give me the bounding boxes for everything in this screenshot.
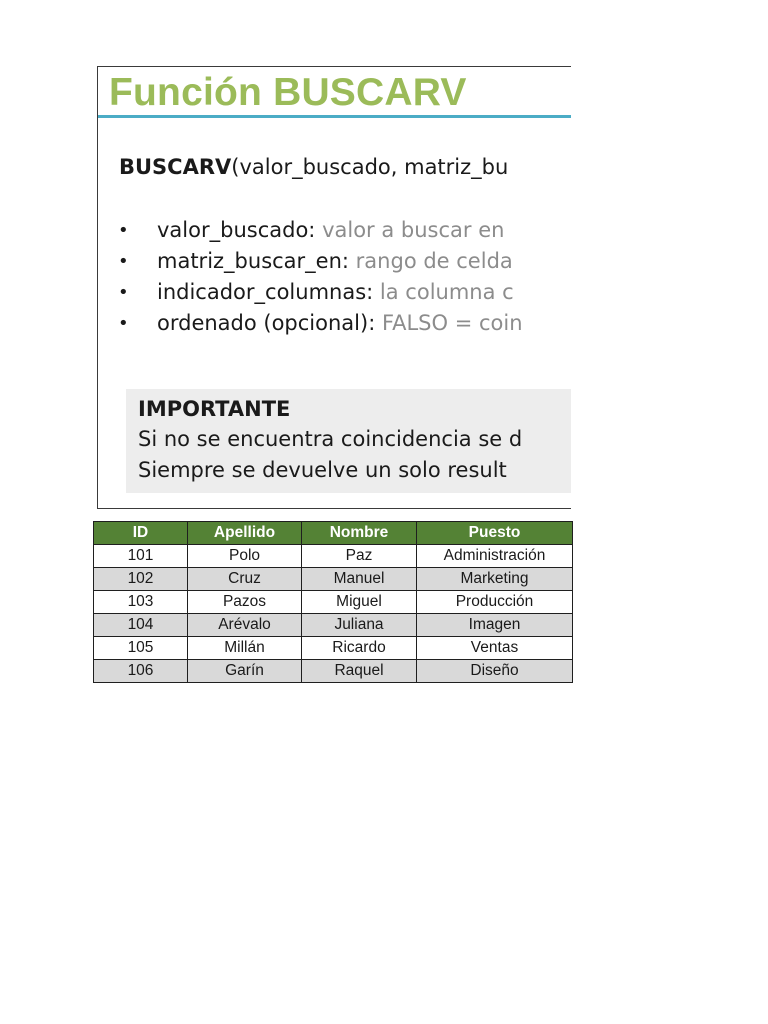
- table-row: [94, 568, 573, 591]
- cell-nombre[interactable]: Ricardo: [302, 637, 417, 660]
- cell-puesto[interactable]: Imagen: [417, 614, 573, 637]
- syntax-function-name: BUSCARV: [119, 155, 232, 179]
- cell-nombre[interactable]: Miguel: [302, 591, 417, 614]
- table-row: [94, 545, 573, 568]
- cell-id[interactable]: 102: [94, 568, 188, 591]
- cell-apellido[interactable]: Pazos: [188, 591, 302, 614]
- argument-item: [116, 277, 523, 308]
- cell-nombre[interactable]: Raquel: [302, 660, 417, 683]
- table-row: [94, 660, 573, 683]
- cell-puesto[interactable]: Administración: [417, 545, 573, 568]
- cell-apellido[interactable]: Garín: [188, 660, 302, 683]
- function-syntax: [119, 155, 508, 179]
- argument-item: [116, 308, 523, 339]
- cell-id[interactable]: 101: [94, 545, 188, 568]
- argument-name: indicador_columnas:: [157, 280, 374, 304]
- table-row: [94, 591, 573, 614]
- slide-title: Función BUSCARV: [109, 71, 467, 114]
- argument-description: FALSO = coin: [381, 311, 523, 335]
- cell-puesto[interactable]: Diseño: [417, 660, 573, 683]
- cell-apellido[interactable]: Cruz: [188, 568, 302, 591]
- bullet-icon: •: [118, 251, 129, 272]
- cell-id[interactable]: 103: [94, 591, 188, 614]
- cell-id[interactable]: 105: [94, 637, 188, 660]
- table-header-row: [94, 522, 573, 545]
- argument-name: valor_buscado:: [157, 218, 316, 242]
- syntax-arguments: (valor_buscado, matriz_bu: [231, 155, 509, 179]
- note-line: Si no se encuentra coincidencia se d: [138, 427, 523, 451]
- table-row: [94, 614, 573, 637]
- cell-apellido[interactable]: Polo: [188, 545, 302, 568]
- argument-description: la columna c: [379, 280, 514, 304]
- argument-description: valor a buscar en: [322, 218, 505, 242]
- argument-item: [116, 215, 523, 246]
- cell-nombre[interactable]: Manuel: [302, 568, 417, 591]
- cell-nombre[interactable]: Paz: [302, 545, 417, 568]
- cell-puesto[interactable]: Ventas: [417, 637, 573, 660]
- column-header-apellido: Apellido: [188, 522, 302, 545]
- note-line: Siempre se devuelve un solo result: [138, 458, 507, 482]
- cell-id[interactable]: 104: [94, 614, 188, 637]
- cell-puesto[interactable]: Marketing: [417, 568, 573, 591]
- cell-apellido[interactable]: Arévalo: [188, 614, 302, 637]
- title-divider: [98, 115, 571, 118]
- cell-id[interactable]: 106: [94, 660, 188, 683]
- argument-name: matriz_buscar_en:: [157, 249, 349, 273]
- cell-puesto[interactable]: Producción: [417, 591, 573, 614]
- cell-nombre[interactable]: Juliana: [302, 614, 417, 637]
- argument-item: [116, 246, 523, 277]
- column-header-nombre: Nombre: [302, 522, 417, 545]
- buscarv-slide-image: [97, 66, 571, 509]
- argument-list: [116, 215, 523, 339]
- column-header-id: ID: [94, 522, 188, 545]
- bullet-icon: •: [118, 220, 129, 241]
- argument-name: ordenado (opcional):: [157, 311, 376, 335]
- employee-table: [93, 521, 573, 683]
- note-title: IMPORTANTE: [138, 397, 291, 421]
- cell-apellido[interactable]: Millán: [188, 637, 302, 660]
- argument-description: rango de celda: [355, 249, 513, 273]
- table-row: [94, 637, 573, 660]
- column-header-puesto: Puesto: [417, 522, 573, 545]
- important-note-box: [126, 389, 571, 493]
- bullet-icon: •: [118, 313, 129, 334]
- bullet-icon: •: [118, 282, 129, 303]
